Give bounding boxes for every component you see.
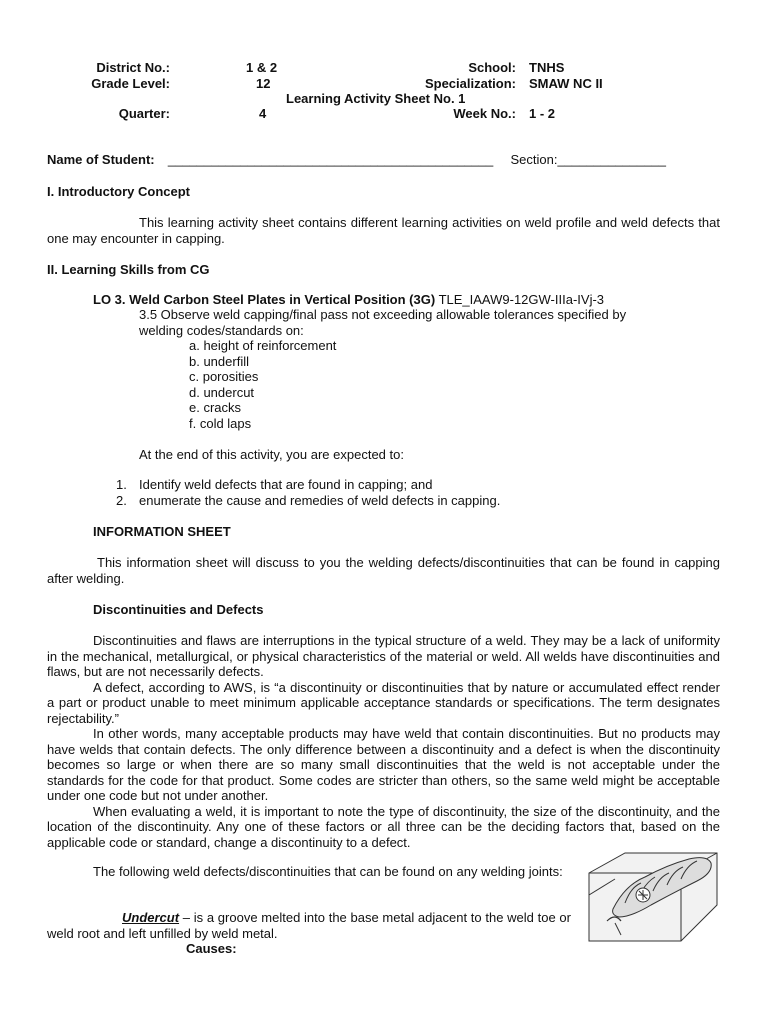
lo-line — [93, 292, 604, 308]
school-label: School: — [468, 60, 516, 75]
intro-text: This learning activity sheet contains different learning activities on weld profile and weld defects that one may encounter in capping. — [47, 215, 720, 246]
school-value: TNHS — [529, 60, 565, 75]
objective-text: Identify weld defects that are found in capping; and — [139, 477, 433, 492]
list-item: a. height of reinforcement — [189, 338, 337, 353]
undercut-weld-illustration — [585, 843, 720, 943]
student-row — [47, 152, 666, 168]
disc-paragraph-2: A defect, according to AWS, is “a discontinuity or discontinuities that by nature or accumulated effect render a part or product unable to meet minimum applicable acceptance standards or specifications. The term designates rejectability.” — [47, 679, 720, 726]
disc-paragraph-3: In other words, many acceptable products may have weld that contain discontinuities. But no products may have welds that contain defects. The only difference between a discontinuity and a defect is when the discontinuity becomes so large or when there are so many small discontinuities that the weld is not acceptable under the standards for the code for that product. Some codes are stricter than others, so the same weld might be acceptable under one code but not under another. — [47, 726, 720, 803]
quarter-label: Quarter: — [118, 106, 170, 121]
lo-code: TLE_IAAW9-12GW-IIIa-IVj-3 — [438, 292, 605, 307]
skills-heading: II. Learning Skills from CG — [47, 262, 210, 277]
info-text: This information sheet will discuss to you the welding defects/discontinuities that can be found in capping after welding. — [47, 555, 720, 586]
objective-text: enumerate the cause and remedies of weld defects in capping. — [139, 493, 501, 508]
undercut-definition-block — [47, 910, 571, 941]
section-label: Section: — [510, 152, 558, 167]
undercut-definition: – is a groove melted into the base metal adjacent to the weld toe or weld root and left unfilled by weld metal. — [47, 910, 571, 941]
competency-line-1: 3.5 Observe weld capping/final pass not exceeding allowable tolerances specified by — [139, 307, 627, 322]
competency-line-2: welding codes/standards on: — [139, 323, 304, 338]
list-item: f. cold laps — [189, 416, 252, 431]
quarter-value: 4 — [259, 106, 267, 121]
objective-number: 1. — [116, 477, 127, 492]
specialization-label: Specialization: — [424, 76, 516, 91]
week-label: Week No.: — [453, 106, 516, 121]
disc-paragraph-1: Discontinuities and flaws are interruptions in the typical structure of a weld. They may be a lack of uniformity in the mechanical, metallurgical, or physical characteristics of the material or weld. All welds have discontinuities and flaws, but are not necessarily defects. — [47, 633, 720, 679]
objective-number: 2. — [116, 493, 127, 508]
list-item: c. porosities — [189, 369, 259, 384]
causes-label: Causes: — [186, 941, 237, 956]
list-item: d. undercut — [189, 385, 255, 400]
info-heading: INFORMATION SHEET — [93, 524, 231, 539]
district-value: 1 & 2 — [246, 60, 278, 75]
disc-paragraph-4: When evaluating a weld, it is important to note the type of discontinuity, the size of the discontinuity, and the location of the discontinuity. Any one of these factors or all three can be the deciding factors that, based on the applicable code or standard, change a discontinuity to a defect. — [47, 803, 720, 850]
intro-heading: I. Introductory Concept — [47, 184, 190, 199]
student-name-label: Name of Student: — [47, 152, 155, 167]
las-title: Learning Activity Sheet No. 1 — [286, 91, 466, 106]
undercut-term: Undercut — [122, 910, 180, 925]
specialization-value: SMAW NC II — [529, 76, 603, 91]
expectation-text: At the end of this activity, you are expected to: — [139, 447, 404, 462]
district-label: District No.: — [96, 60, 170, 75]
section-blank: _______________ — [557, 152, 666, 167]
grade-value: 12 — [256, 76, 271, 91]
disc-paragraphs — [47, 633, 720, 850]
list-item: e. cracks — [189, 400, 242, 415]
list-item: b. underfill — [189, 354, 249, 369]
week-value: 1 - 2 — [529, 106, 556, 121]
student-name-blank: _____________________________________________ — [167, 152, 494, 167]
disc-paragraph-5: The following weld defects/discontinuities that can be found on any welding joints: — [93, 864, 563, 879]
lo-title: LO 3. Weld Carbon Steel Plates in Vertical Position (3G) — [93, 292, 436, 307]
disc-heading: Discontinuities and Defects — [93, 602, 264, 617]
grade-label: Grade Level: — [91, 76, 170, 91]
